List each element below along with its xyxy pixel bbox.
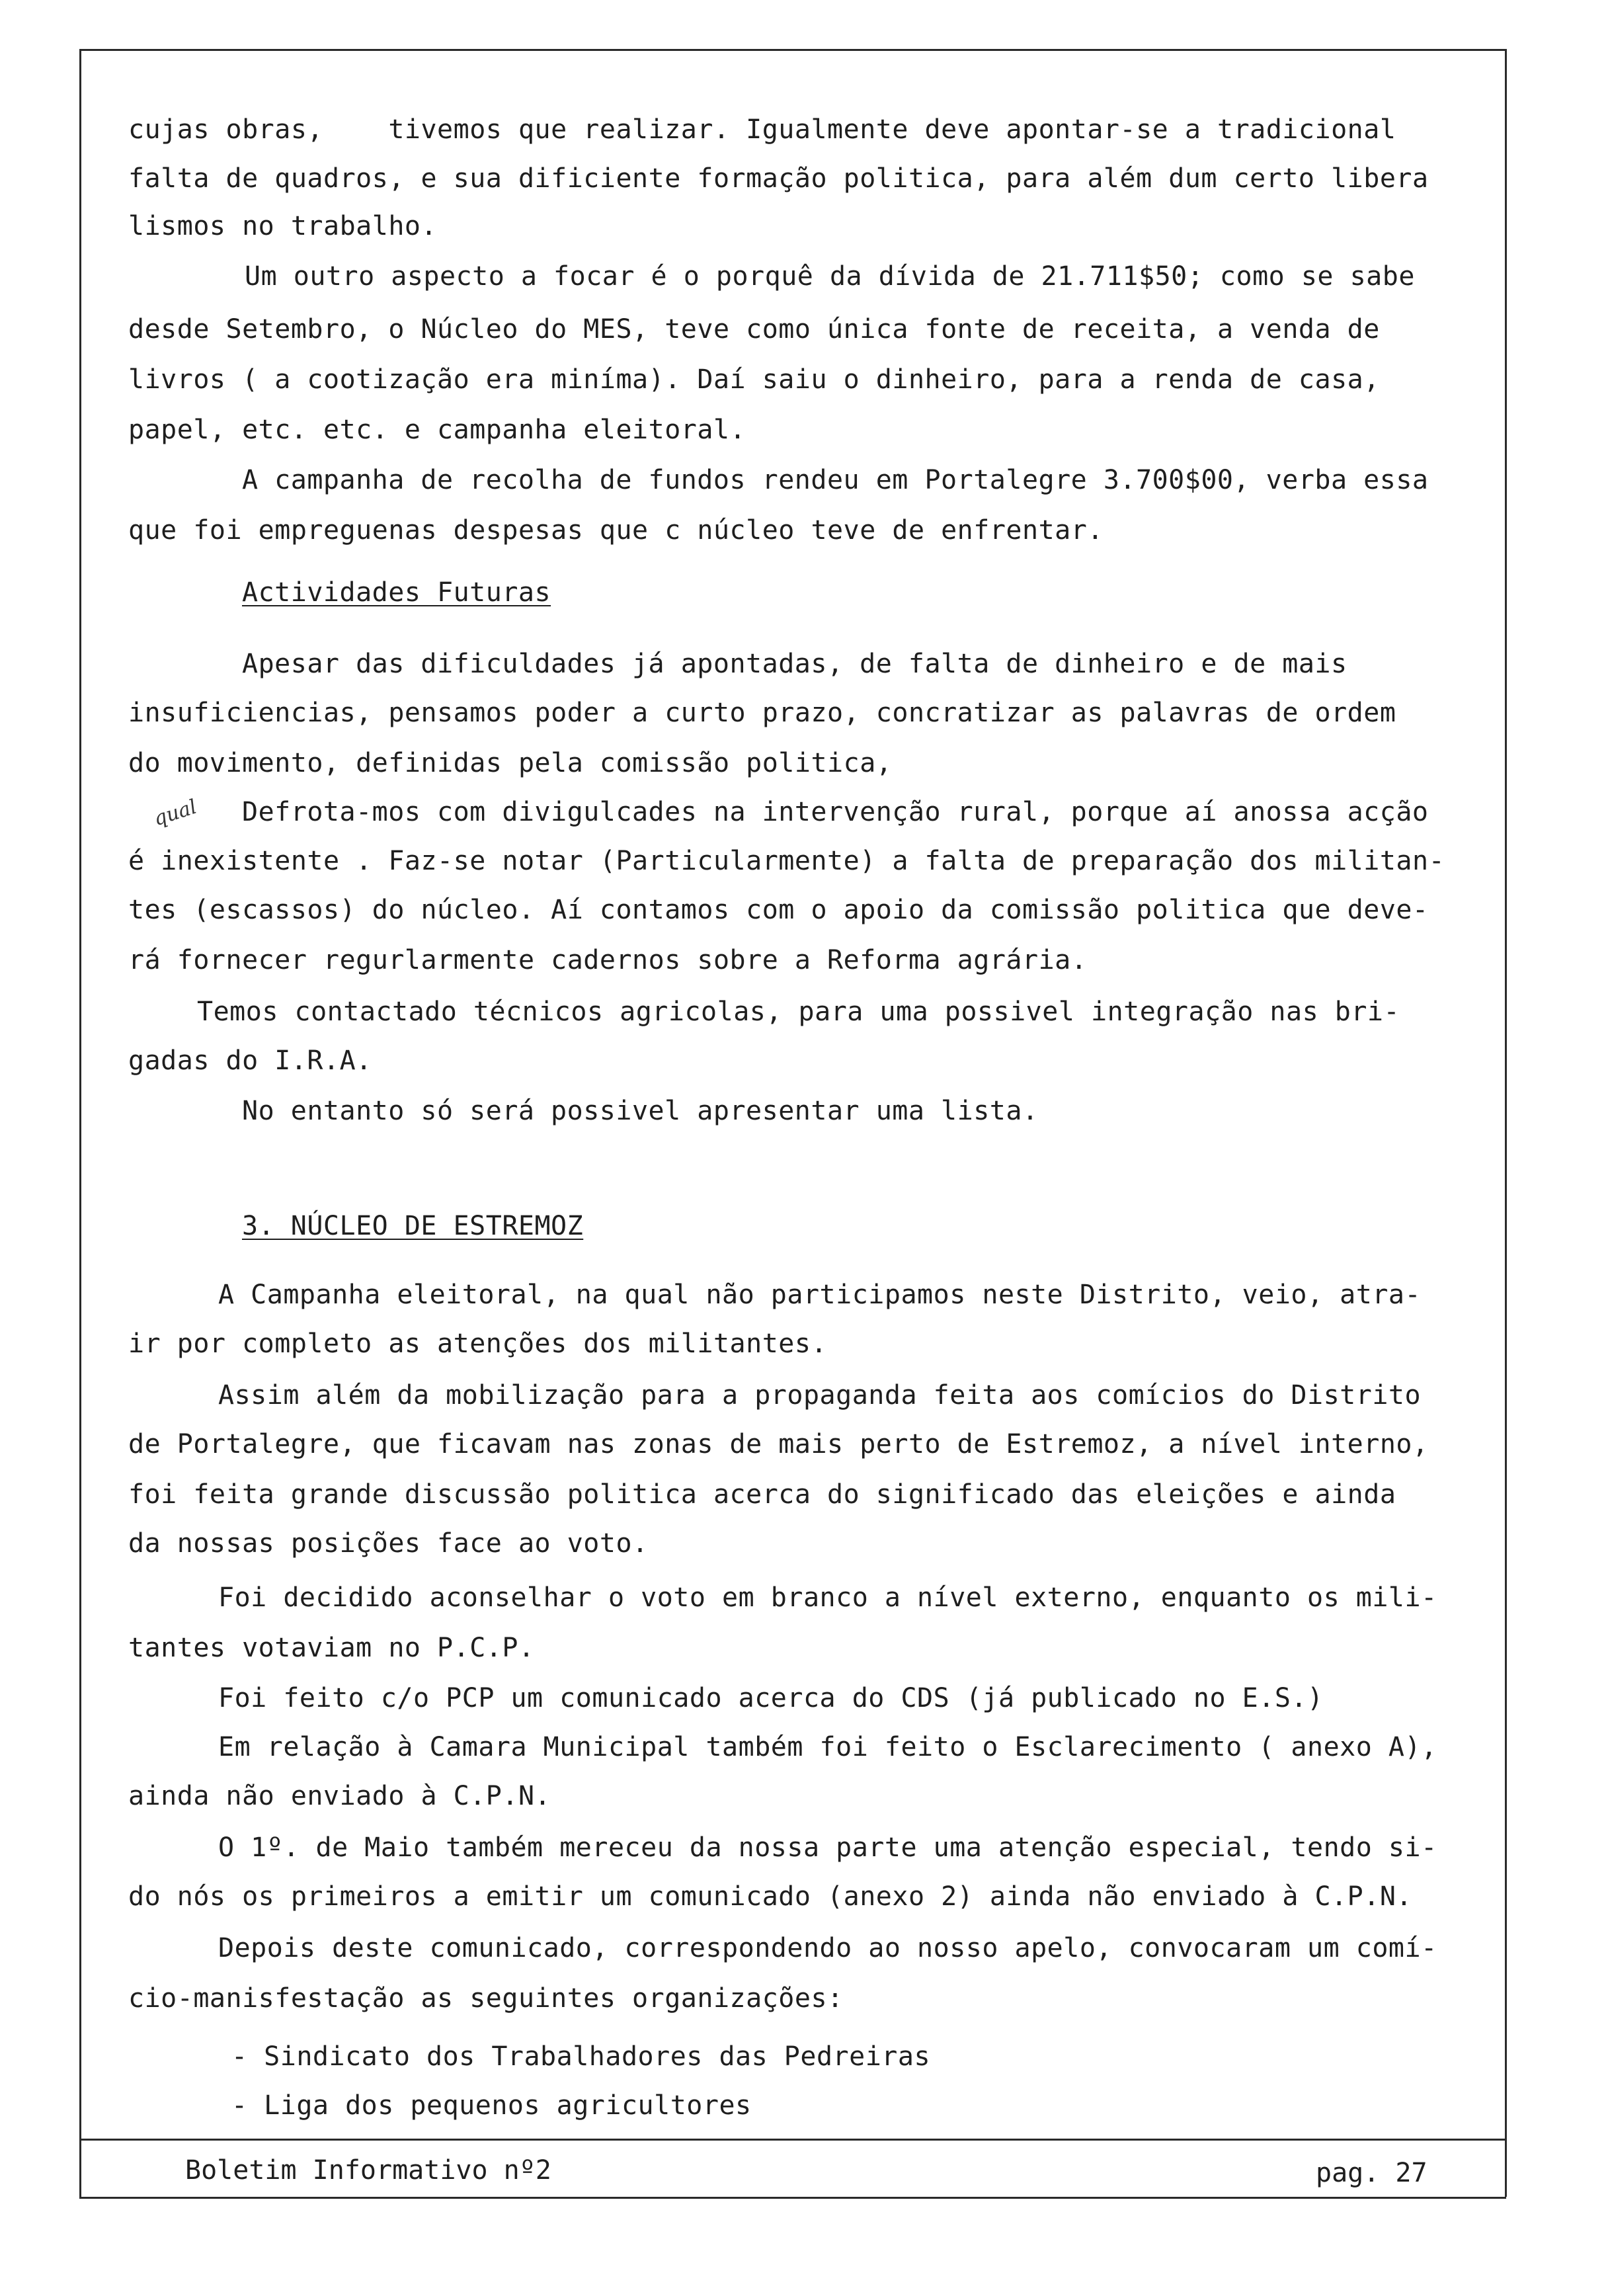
text-line: Assim além da mobilização para a propaganda feita aos comícios do Distrito bbox=[218, 1380, 1422, 1411]
footer-divider bbox=[79, 2139, 1506, 2141]
text-line: gadas do I.R.A. bbox=[128, 1046, 372, 1076]
text-line: do movimento, definidas pela comissão politica, bbox=[128, 748, 893, 778]
text-line: lismos no trabalho. bbox=[128, 211, 438, 241]
text-line: Defrota-mos com divigulcades na intervenção rural, porque aí anossa acção bbox=[242, 797, 1429, 827]
text-line: O 1º. de Maio também mereceu da nossa parte uma atenção especial, tendo si- bbox=[218, 1832, 1437, 1863]
frame-right-border bbox=[1505, 49, 1507, 2197]
text-line: papel, etc. etc. e campanha eleitoral. bbox=[128, 415, 746, 445]
handwritten-margin-note: qual bbox=[151, 795, 200, 831]
text-line: A Campanha eleitoral, na qual não participamos neste Distrito, veio, atra- bbox=[218, 1280, 1422, 1310]
text-line: falta de quadros, e sua dificiente formação politica, para além dum certo libera bbox=[128, 163, 1429, 194]
footer-publication-title: Boletim Informativo nº2 bbox=[185, 2155, 551, 2186]
text-line: cujas obras, tivemos que realizar. Igualmente deve apontar-se a tradicional bbox=[128, 114, 1396, 145]
frame-bottom-border bbox=[79, 2197, 1506, 2199]
section-heading-nucleo-estremoz: 3. NÚCLEO DE ESTREMOZ bbox=[242, 1211, 584, 1241]
text-line: ainda não enviado à C.P.N. bbox=[128, 1781, 551, 1811]
text-line: Um outro aspecto a focar é o porquê da dívida de 21.711$50; como se sabe bbox=[245, 261, 1415, 292]
text-line: que foi empreguenas despesas que c núcleo teve de enfrentar. bbox=[128, 515, 1104, 546]
text-line: A campanha de recolha de fundos rendeu em Portalegre 3.700$00, verba essa bbox=[242, 465, 1429, 495]
text-line: Temos contactado técnicos agricolas, para uma possivel integração nas bri- bbox=[197, 997, 1400, 1027]
text-line: rá fornecer regurlarmente cadernos sobre a Reforma agrária. bbox=[128, 945, 1088, 975]
text-line: tes (escassos) do núcleo. Aí contamos com o apoio da comissão politica que deve- bbox=[128, 895, 1429, 925]
text-line: livros ( a cootização era miníma). Daí saiu o dinheiro, para a renda de casa, bbox=[128, 364, 1380, 395]
text-line: Foi feito c/o PCP um comunicado acerca do CDS (já publicado no E.S.) bbox=[218, 1683, 1324, 1713]
footer-page-number: pag. 27 bbox=[1316, 2158, 1427, 2188]
frame-left-border bbox=[79, 49, 81, 2197]
text-line: do nós os primeiros a emitir um comunicado (anexo 2) ainda não enviado à C.P.N. bbox=[128, 1881, 1412, 1912]
text-line: de Portalegre, que ficavam nas zonas de mais perto de Estremoz, a nível interno, bbox=[128, 1429, 1429, 1459]
text-line: insuficiencias, pensamos poder a curto prazo, concratizar as palavras de ordem bbox=[128, 698, 1396, 728]
text-line: tantes votaviam no P.C.P. bbox=[128, 1633, 535, 1663]
text-line: Depois deste comunicado, correspondendo ao nosso apelo, convocaram um comí- bbox=[218, 1933, 1437, 1963]
list-item: - Sindicato dos Trabalhadores das Pedreiras bbox=[231, 2041, 931, 2072]
list-item: - Liga dos pequenos agricultores bbox=[231, 2090, 752, 2121]
text-line: ir por completo as atenções dos militantes. bbox=[128, 1329, 828, 1359]
section-heading-actividades-futuras: Actividades Futuras bbox=[242, 577, 551, 608]
text-line: é inexistente . Faz-se notar (Particularmente) a falta de preparação dos militan- bbox=[128, 846, 1445, 876]
frame-top-border bbox=[79, 49, 1506, 51]
text-line: Apesar das dificuldades já apontadas, de falta de dinheiro e de mais bbox=[242, 649, 1347, 679]
text-line: No entanto só será possivel apresentar uma lista. bbox=[242, 1096, 1039, 1126]
text-line: Em relação à Camara Municipal também foi feito o Esclarecimento ( anexo A), bbox=[218, 1732, 1437, 1762]
text-line: cio-manisfestação as seguintes organizações: bbox=[128, 1983, 844, 2014]
text-line: desde Setembro, o Núcleo do MES, teve como única fonte de receita, a venda de bbox=[128, 314, 1380, 345]
text-line: Foi decidido aconselhar o voto em branco a nível externo, enquanto os mili- bbox=[218, 1582, 1437, 1613]
text-line: foi feita grande discussão politica acerca do significado das eleições e ainda bbox=[128, 1479, 1396, 1510]
text-line: da nossas posições face ao voto. bbox=[128, 1528, 649, 1559]
